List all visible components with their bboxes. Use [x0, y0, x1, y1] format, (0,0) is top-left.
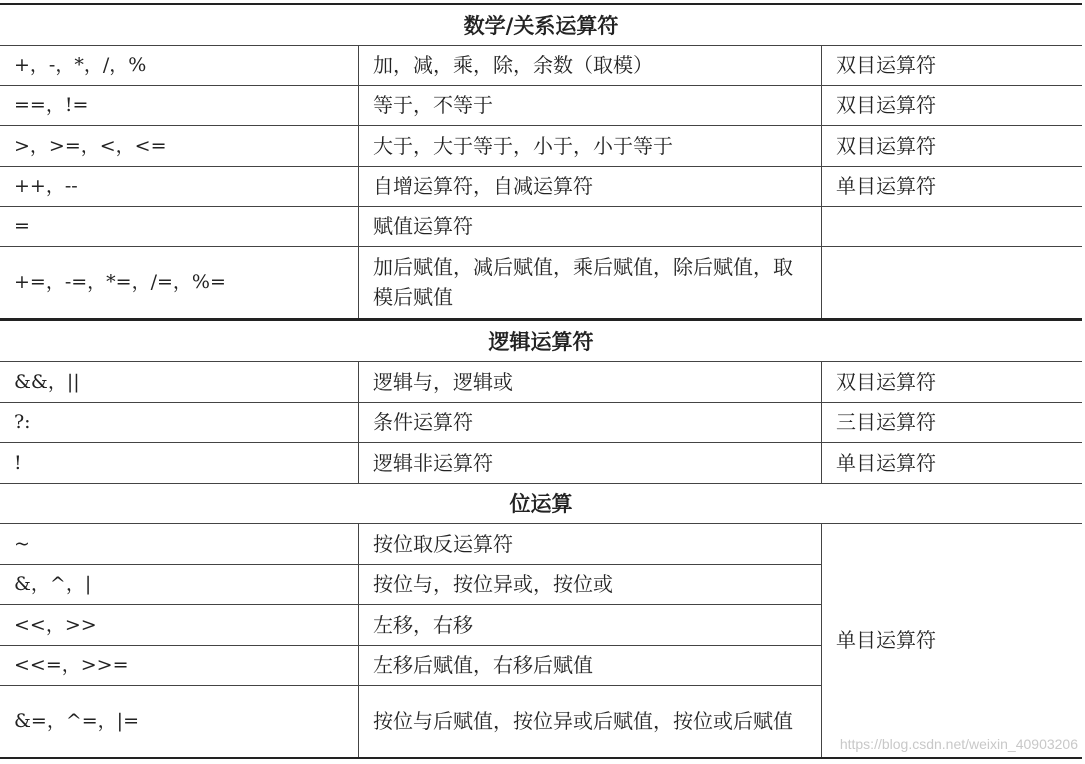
type-cell: 双目运算符: [836, 133, 936, 158]
description-cell: 左移后赋值，右移后赋值: [373, 653, 593, 677]
watermark: https://blog.csdn.net/weixin_40903206: [839, 736, 1078, 752]
operator-cell: ==，!=: [14, 94, 89, 116]
section-header-math: 数学/关系运算符: [463, 14, 619, 38]
type-cell: 双目运算符: [836, 93, 936, 117]
operator-cell: ~: [14, 532, 30, 555]
operator-cell: &=，^=，|=: [14, 710, 139, 732]
type-cell-merged: 单目运算符: [836, 628, 936, 652]
operator-cell: >，>=，<，<=: [14, 134, 167, 157]
description-cell: 左移，右移: [373, 612, 473, 637]
section-header-bit: 位运算: [509, 492, 573, 516]
operator-cell: ?:: [14, 411, 31, 433]
description-cell: 按位与，按位异或，按位或: [373, 572, 613, 596]
operator-cell: =: [14, 215, 30, 237]
description-cell: 逻辑非运算符: [373, 450, 493, 475]
description-cell: 按位与后赋值，按位异或后赋值，按位或后赋值: [373, 709, 793, 733]
description-cell: 条件运算符: [373, 410, 473, 434]
operator-cell: +，-，*，/，%: [14, 54, 147, 76]
description-cell: 自增运算符，自减运算符: [373, 174, 593, 198]
operator-cell: +=，-=，*=，/=，%=: [14, 271, 226, 293]
description-cell: 赋值运算符: [373, 214, 473, 238]
operator-cell: <<=，>>=: [14, 654, 129, 676]
operator-cell: <<，>>: [14, 613, 97, 636]
type-cell: 单目运算符: [836, 450, 936, 475]
description-cell: 等于，不等于: [373, 93, 493, 117]
operator-cell: !: [14, 451, 22, 474]
type-cell: 双目运算符: [836, 369, 936, 394]
operator-cell: &&，||: [14, 370, 80, 393]
description-cell: 加，减，乘，除，余数（取模）: [373, 53, 653, 77]
description-cell: 按位取反运算符: [373, 531, 513, 556]
description-cell: 大于，大于等于，小于，小于等于: [373, 133, 673, 158]
operator-cell: ++，--: [14, 175, 78, 197]
description-cell: 逻辑与，逻辑或: [373, 369, 513, 394]
type-cell: 三目运算符: [836, 410, 936, 434]
operator-cell: &，^，|: [14, 573, 92, 595]
type-cell: [822, 246, 1082, 318]
section-header-logic: 逻辑运算符: [488, 330, 594, 354]
type-cell: [822, 206, 1082, 246]
description-cell: 加后赋值，减后赋值，乘后赋值，除后赋值，取模后赋值: [373, 255, 793, 309]
type-cell: 单目运算符: [836, 174, 936, 198]
bottom-rule: [0, 757, 1082, 759]
grid-line: [0, 483, 1082, 484]
type-cell: 双目运算符: [836, 53, 936, 77]
